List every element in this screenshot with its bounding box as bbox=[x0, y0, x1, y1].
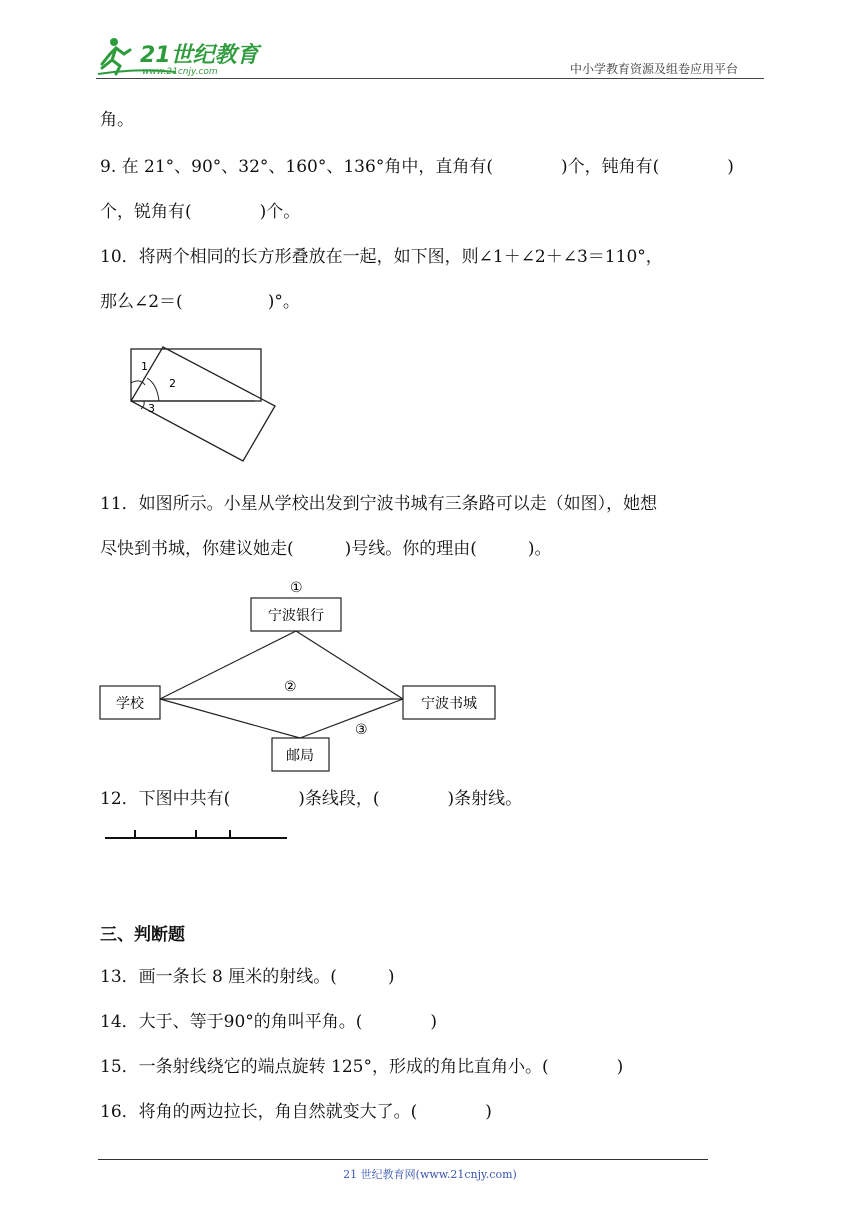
box-bookstore-label: 宁波书城 bbox=[421, 696, 477, 712]
route-label-3: ③ bbox=[355, 722, 368, 738]
question-10-line-2: 那么∠2＝( )°。 bbox=[100, 292, 300, 312]
question-14: 14．大于、等于90°的角叫平角。( ) bbox=[100, 1012, 438, 1032]
question-16: 16．将角的两边拉长，角自然就变大了。( ) bbox=[100, 1102, 492, 1122]
route-3-right bbox=[300, 699, 403, 738]
route-1-right bbox=[296, 631, 403, 699]
question-11-line-2: 尽快到书城，你建议她走( )号线。你的理由( )。 bbox=[100, 539, 552, 559]
logo-text: 21世纪教育 bbox=[140, 43, 259, 68]
figure-overlapping-rectangles bbox=[120, 340, 290, 470]
question-12-line: 12．下图中共有( )条线段，( )条射线。 bbox=[100, 789, 523, 809]
angle-label-3: 3 bbox=[148, 402, 155, 415]
figure-line-segments bbox=[100, 826, 295, 846]
footer-link[interactable]: 21 世纪教育网(www.21cnjy.com) bbox=[343, 1168, 517, 1181]
header-platform-text: 中小学教育资源及组卷应用平台 bbox=[570, 62, 739, 76]
question-9-line-1: 9. 在 21°、90°、32°、160°、136°角中，直角有( )个，钝角有( ) bbox=[100, 157, 734, 177]
box-school-label: 学校 bbox=[116, 696, 144, 712]
question-15: 15．一条射线绕它的端点旋转 125°，形成的角比直角小。( ) bbox=[100, 1057, 624, 1077]
figure-route-map bbox=[96, 572, 506, 777]
footer-divider bbox=[98, 1159, 708, 1160]
angle-label-1: 1 bbox=[141, 360, 148, 373]
route-label-2: ② bbox=[284, 679, 297, 695]
question-11-line-1: 11．如图所示。小星从学校出发到宁波书城有三条路可以走（如图），她想 bbox=[100, 494, 658, 514]
header-divider bbox=[96, 78, 764, 79]
logo-url: www.21cnjy.com bbox=[142, 67, 218, 77]
question-10-line-1: 10．将两个相同的长方形叠放在一起，如下图，则∠1＋∠2＋∠3＝110°， bbox=[100, 247, 663, 267]
rectangle-horizontal bbox=[131, 349, 261, 401]
angle-arc-2 bbox=[147, 378, 159, 401]
angle-label-2: 2 bbox=[169, 377, 176, 390]
route-1-left bbox=[160, 631, 296, 699]
route-label-1: ① bbox=[290, 580, 303, 596]
box-post-label: 邮局 bbox=[286, 748, 314, 764]
question-13: 13．画一条长 8 厘米的射线。( ) bbox=[100, 967, 395, 987]
section-title-judgement: 三、判断题 bbox=[100, 925, 185, 945]
box-bank-label: 宁波银行 bbox=[268, 608, 324, 624]
route-3-left bbox=[160, 699, 300, 738]
site-logo bbox=[96, 34, 266, 80]
question-9-line-2: 个，锐角有( )个。 bbox=[100, 202, 301, 222]
text-line: 角。 bbox=[100, 110, 134, 130]
